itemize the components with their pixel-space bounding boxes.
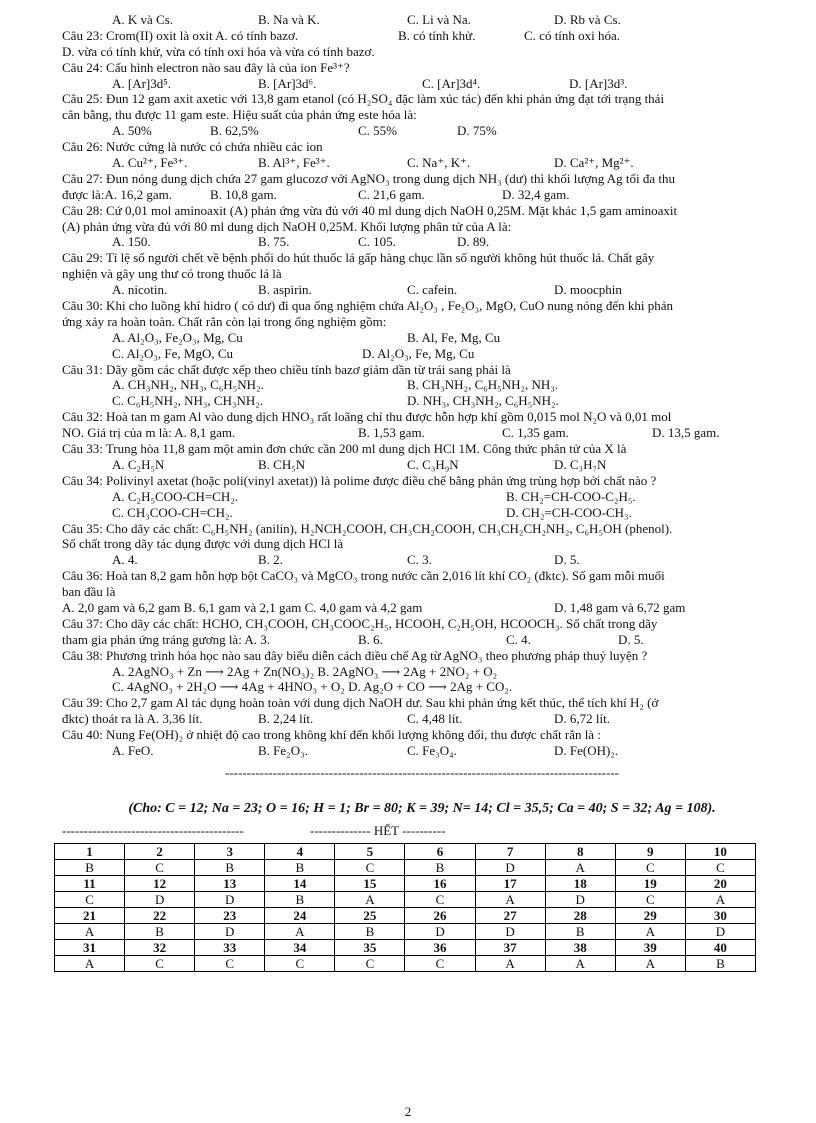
text-line [62, 282, 782, 298]
answer-key-cell: D [195, 923, 265, 939]
answer-option: C. có tính oxi hóa. [524, 27, 621, 43]
answer-option: B. có tính khử. [398, 27, 476, 43]
answer-option: C. 21,6 gam. [358, 186, 425, 202]
question-number-cell: 18 [545, 875, 615, 891]
answer-key-cell: D [685, 923, 755, 939]
line-text: Câu 23: Crom(II) oxit là oxit A. có tính bazơ. [62, 27, 299, 43]
line-text: Câu 34: Polivinyl axetat (hoặc poli(vinyl axetat)) là polime được điều chế bằng phản ứng trùng hợp bởi chất nào ? [62, 472, 657, 488]
answer-key-cell: A [55, 923, 125, 939]
line-text: Câu 36: Hoà tan 8,2 gam hỗn hợp bột CaCO₃ và MgCO₃ trong nước cần 2,016 lít khí CO₂ (đktc). Số gam mỗi muối [62, 568, 665, 584]
text-line [62, 171, 782, 187]
answer-key-cell: D [125, 891, 195, 907]
answer-option: C. Fe₃O₄. [407, 742, 457, 758]
answer-option: A. 2AgNO₃ + Zn ⟶ 2Ag + Zn(NO₃)₂ B. 2AgNO₃ ⟶ 2Ag + 2NO₂ + O₂ [112, 663, 498, 679]
question-number-cell: 12 [125, 875, 195, 891]
line-text: Câu 33: Trung hòa 11,8 gam một amin đơn chức cần 200 ml dung dịch HCl 1M. Công thức phân tử của X là [62, 441, 627, 457]
answer-option: D. C₃H₇N [554, 456, 607, 472]
answer-option: A. [Ar]3d⁵. [112, 75, 172, 91]
answer-option: D. 13,5 gam. [652, 425, 720, 441]
text-line [62, 60, 782, 76]
answer-option: A. 150. [112, 234, 151, 250]
page-number: 2 [404, 1104, 412, 1119]
answer-key-cell: C [335, 859, 405, 875]
line-text: Câu 40: Nung Fe(OH)₂ ở nhiệt độ cao trong không khí đến khối lượng không đổi, thu được chất rắn là : [62, 727, 601, 743]
answer-option: D. 32,4 gam. [502, 186, 570, 202]
text-line [62, 711, 782, 727]
answer-key-cell: B [335, 923, 405, 939]
question-number-cell: 30 [685, 907, 755, 923]
answer-option: D. 75% [457, 123, 497, 139]
question-number-cell: 32 [125, 939, 195, 955]
answer-key-cell: B [405, 859, 475, 875]
text-line [62, 155, 782, 171]
text-line [62, 346, 782, 362]
question-number-cell: 29 [615, 907, 685, 923]
text-line [62, 266, 782, 282]
question-number-cell: 27 [475, 907, 545, 923]
answer-option: C. C₃H₉N [407, 456, 459, 472]
line-text: Số chất trong dãy tác dụng được với dung dịch HCl là [62, 536, 344, 552]
answer-option: C. cafein. [407, 282, 458, 298]
text-line [62, 234, 782, 250]
text-line [62, 28, 782, 44]
answer-key-cell: B [685, 955, 755, 971]
answer-option: B. 75. [258, 234, 290, 250]
question-number-cell: 16 [405, 875, 475, 891]
text-line [62, 123, 782, 139]
answer-option: B. 2. [258, 552, 283, 568]
answer-option: B. Al, Fe, Mg, Cu [407, 329, 501, 345]
line-text: tham gia phản ứng tráng gương là: A. 3. [62, 631, 270, 647]
answer-option: A. K và Cs. [112, 12, 174, 27]
end-left-dashes: ------------------------------------------ [62, 822, 244, 838]
text-line [62, 330, 782, 346]
answer-option: D. Ca²⁺, Mg²⁺. [554, 155, 634, 171]
line-text: Câu 38: Phương trình hóa học nào sau đây biểu diễn cách điều chế Ag từ AgNO₃ theo phương pháp thuỷ luyện ? [62, 647, 648, 663]
answer-option: B. 2,24 lít. [258, 711, 314, 727]
text-line [62, 187, 782, 203]
answer-option: C. [Ar]3d⁴. [422, 75, 481, 91]
question-number-cell: 7 [475, 843, 545, 859]
line-text: Câu 27: Đun nóng dung dịch chứa 27 gam glucozơ với AgNO₃ trong dung dịch NH₃ (dư) thì khối lượng Ag tối đa thu [62, 170, 676, 186]
answer-option: A. 4. [112, 552, 138, 568]
question-number-cell: 26 [405, 907, 475, 923]
answer-option: C. Al₂O₃, Fe, MgO, Cu [112, 345, 234, 361]
question-number-cell: 19 [615, 875, 685, 891]
question-number-cell: 8 [545, 843, 615, 859]
text-line [62, 695, 782, 711]
text-line [62, 12, 782, 28]
answer-number-row [55, 875, 756, 891]
answer-key-cell: D [475, 923, 545, 939]
answer-table [54, 843, 756, 972]
answer-key-cell: B [195, 859, 265, 875]
question-number-cell: 20 [685, 875, 755, 891]
question-number-cell: 14 [265, 875, 335, 891]
answer-key-row [55, 923, 756, 939]
answer-key-cell: C [265, 955, 335, 971]
answer-option: A. C₂H₅COO-CH=CH₂. [112, 488, 239, 504]
question-number-cell: 38 [545, 939, 615, 955]
answer-key-row [55, 859, 756, 875]
answer-number-row [55, 939, 756, 955]
answer-key-cell: A [475, 891, 545, 907]
line-text: được là:A. 16,2 gam. [62, 186, 172, 202]
line-text: (A) phản ứng vừa đủ với 80 ml dung dịch NaOH 0,25M. Khối lượng phân tử của A là: [62, 218, 512, 234]
text-line [62, 521, 782, 537]
question-number-cell: 37 [475, 939, 545, 955]
answer-key-cell: A [615, 923, 685, 939]
text-line [62, 473, 782, 489]
text-line [62, 441, 782, 457]
text-line [62, 616, 782, 632]
answer-key-cell: C [685, 859, 755, 875]
question-list [62, 12, 782, 759]
text-line [62, 457, 782, 473]
text-line [62, 393, 782, 409]
answer-option: B. 6. [358, 631, 383, 647]
answer-option: B. CH₂=CH-COO-C₂H₅. [506, 488, 636, 504]
line-text: đktc) thoát ra là A. 3,36 lít. [62, 711, 203, 727]
question-number-cell: 34 [265, 939, 335, 955]
answer-key-cell: C [615, 891, 685, 907]
answer-key-cell: C [405, 955, 475, 971]
question-number-cell: 39 [615, 939, 685, 955]
text-line [62, 409, 782, 425]
question-number-cell: 2 [125, 843, 195, 859]
question-number-cell: 35 [335, 939, 405, 955]
line-text: cân bằng, thu được 11 gam este. Hiệu suất của phản ứng este hóa là: [62, 107, 417, 123]
question-number-cell: 11 [55, 875, 125, 891]
answer-option: D. Rb và Cs. [554, 12, 621, 27]
answer-option: D. 6,72 lít. [554, 711, 610, 727]
exam-page [62, 12, 782, 972]
answer-option: D. NH₃, CH₃NH₂, C₆H₅NH₂. [407, 393, 559, 409]
answer-option: D. CH₂=CH-COO-CH₃. [506, 504, 632, 520]
answer-key-cell: B [265, 891, 335, 907]
answer-option: B. 10,8 gam. [210, 186, 277, 202]
answer-key-row [55, 955, 756, 971]
answer-option: D. 5. [618, 631, 644, 647]
question-number-cell: 40 [685, 939, 755, 955]
text-line [62, 568, 782, 584]
answer-key-cell: D [545, 891, 615, 907]
question-number-cell: 15 [335, 875, 405, 891]
answer-number-row [55, 907, 756, 923]
text-line [62, 203, 782, 219]
question-number-cell: 36 [405, 939, 475, 955]
line-text: D. vừa có tính khử, vừa có tính oxi hóa và vừa có tính bazơ. [62, 43, 375, 59]
text-line [62, 314, 782, 330]
answer-key-cell: A [55, 955, 125, 971]
text-line [62, 362, 782, 378]
atomic-mass-note: (Cho: C = 12; Na = 23; O = 16; H = 1; Br = 80; K = 39; N= 14; Cl = 35,5; Ca = 40; S = 32; Ag = 108). [128, 800, 716, 816]
answer-option: B. Al³⁺, Fe³⁺. [258, 155, 330, 171]
answer-option: B. Na và K. [258, 12, 320, 27]
text-line [62, 584, 782, 600]
text-line [62, 377, 782, 393]
answer-option: C. C₆H₅NH₂, NH₃, CH₃NH₂. [112, 393, 264, 409]
question-number-cell: 6 [405, 843, 475, 859]
line-text: Câu 39: Cho 2,7 gam Al tác dụng hoàn toàn với dung dịch NaOH dư. Sau khi phản ứng kết thúc, thể tích khí H₂ (ở [62, 695, 659, 711]
separator-line: ------------------------------------------------------------------------------------------- [225, 764, 619, 780]
end-marker-row [62, 823, 782, 839]
text-line [62, 91, 782, 107]
answer-key-cell: C [335, 955, 405, 971]
answer-key-cell: B [125, 923, 195, 939]
text-line [62, 664, 782, 680]
answer-option: B. CH₃NH₂, C₆H₅NH₂, NH₃. [407, 377, 559, 393]
text-line [62, 505, 782, 521]
answer-option: C. Li và Na. [407, 12, 471, 27]
question-number-cell: 9 [615, 843, 685, 859]
answer-key-cell: C [125, 859, 195, 875]
answer-option: C. 4. [506, 631, 531, 647]
answer-option: B. 62,5% [210, 123, 259, 139]
answer-option: A. 50% [112, 123, 152, 139]
answer-option: A. Al₂O₃, Fe₂O₃, Mg, Cu [112, 329, 243, 345]
answer-key-cell: A [545, 859, 615, 875]
answer-option: C. 4,48 lít. [407, 711, 463, 727]
answer-option: A. FeO. [112, 742, 154, 758]
text-line [62, 600, 782, 616]
text-line [62, 648, 782, 664]
answer-option: A. nicotin. [112, 282, 168, 298]
question-number-cell: 22 [125, 907, 195, 923]
text-line [62, 679, 782, 695]
answer-option: C. 3. [407, 552, 432, 568]
question-number-cell: 25 [335, 907, 405, 923]
answer-option: C. Na⁺, K⁺. [407, 155, 471, 171]
answer-option: B. 1,53 gam. [358, 425, 425, 441]
text-line [62, 727, 782, 743]
answer-option: D. Fe(OH)₂. [554, 742, 619, 758]
question-number-cell: 17 [475, 875, 545, 891]
answer-key-cell: B [545, 923, 615, 939]
line-text: Câu 26: Nước cứng là nước có chứa nhiều các ion [62, 139, 323, 155]
answer-option: C. 105. [358, 234, 396, 250]
text-line [62, 44, 782, 60]
text-line [62, 139, 782, 155]
answer-option: D. [Ar]3d³. [569, 75, 628, 91]
answer-option: D. 5. [554, 552, 580, 568]
line-text: ứng xảy ra hoàn toàn. Chất rắn còn lại trong ống nghiệm gồm: [62, 313, 387, 329]
answer-option: C. CH₃COO-CH=CH₂. [112, 504, 233, 520]
answer-key-cell: C [55, 891, 125, 907]
text-line [62, 632, 782, 648]
answer-key-cell: A [265, 923, 335, 939]
line-text: Câu 29: Tỉ lệ số người chết về bệnh phổi do hút thuốc lá gấp hàng chục lần số người không hút thuốc lá. Chất gây [62, 250, 655, 266]
answer-option: A. CH₃NH₂, NH₃, C₆H₅NH₂. [112, 377, 264, 393]
answer-key-cell: B [265, 859, 335, 875]
line-text: Câu 32: Hoà tan m gam Al vào dung dịch HNO₃ rất loãng chỉ thu được hỗn hợp khí gồm 0,015 mol N₂O và 0,01 mol [62, 409, 672, 425]
text-line [62, 107, 782, 123]
answer-option: C. 1,35 gam. [502, 425, 569, 441]
text-line [62, 552, 782, 568]
question-number-cell: 13 [195, 875, 265, 891]
question-number-cell: 5 [335, 843, 405, 859]
answer-key-cell: C [405, 891, 475, 907]
answer-key-cell: A [335, 891, 405, 907]
answer-option: B. aspirin. [258, 282, 312, 298]
line-text: ban đầu là [62, 584, 116, 600]
answer-option: D. 89. [457, 234, 490, 250]
answer-option: B. [Ar]3d⁶. [258, 75, 317, 91]
answer-key-cell: B [55, 859, 125, 875]
question-number-cell: 4 [265, 843, 335, 859]
line-text: Câu 31: Dãy gồm các chất được xếp theo chiều tính bazơ giảm dần từ trái sang phải là [62, 361, 511, 377]
answer-option: D. 1,48 gam và 6,72 gam [554, 599, 686, 615]
answer-option: D. Al₂O₃, Fe, Mg, Cu [362, 345, 475, 361]
answer-key-cell: D [405, 923, 475, 939]
question-number-cell: 10 [685, 843, 755, 859]
line-text: Câu 35: Cho dãy các chất: C₆H₅NH₂ (anilin), H₂NCH₂COOH, CH₃CH₂COOH, CH₃CH₂CH₂NH₂, C₆H₅OH (phenol). [62, 520, 673, 536]
answer-option: A. Cu²⁺, Fe³⁺. [112, 155, 188, 171]
answer-option: C. 55% [358, 123, 397, 139]
question-number-cell: 28 [545, 907, 615, 923]
question-number-cell: 1 [55, 843, 125, 859]
answer-key-cell: C [125, 955, 195, 971]
answer-key-row [55, 891, 756, 907]
end-marker: -------------- HẾT ---------- [310, 822, 446, 838]
answer-key-cell: C [195, 955, 265, 971]
text-line [62, 76, 782, 92]
answer-option: B. Fe₂O₃. [258, 742, 308, 758]
line-text: Câu 24: Cấu hình electron nào sau đây là của ion Fe³⁺? [62, 59, 350, 75]
answer-option: A. C₂H₅N [112, 456, 165, 472]
answer-key-cell: A [615, 955, 685, 971]
question-number-cell: 3 [195, 843, 265, 859]
text-line [62, 425, 782, 441]
question-number-cell: 21 [55, 907, 125, 923]
line-text: NO. Giá trị của m là: A. 8,1 gam. [62, 425, 236, 441]
line-text: Câu 30: Khi cho luồng khí hidro ( có dư) đi qua ống nghiệm chứa Al₂O₃ , Fe₂O₃, MgO, CuO nung nóng đến khi phản [62, 298, 674, 314]
answer-key-cell: D [475, 859, 545, 875]
question-number-cell: 23 [195, 907, 265, 923]
line-text: Câu 25: Đun 12 gam axit axetic với 13,8 gam etanol (có H₂SO₄ đặc làm xúc tác) đến khi phản ứng đạt tới trạng thái [62, 91, 665, 107]
answer-key-cell: C [615, 859, 685, 875]
line-text: Câu 37: Cho dãy các chất: HCHO, CH₃COOH, CH₃COOC₂H₅, HCOOH, C₂H₅OH, HCOOCH₃. Số chất trong dãy [62, 615, 658, 631]
line-text: nghiện và gây ung thư có trong thuốc lá là [62, 266, 282, 282]
answer-key-cell: A [685, 891, 755, 907]
line-text: Câu 28: Cứ 0,01 mol aminoaxit (A) phản ứng vừa đủ với 40 ml dung dịch NaOH 0,25M. Mặt khác 1,5 gam aminoaxit [62, 202, 678, 218]
question-number-cell: 24 [265, 907, 335, 923]
answer-key-cell: A [475, 955, 545, 971]
answer-number-row [55, 843, 756, 859]
answer-option: C. 4AgNO₃ + 2H₂O ⟶ 4Ag + 4HNO₃ + O₂ D. Ag₂O + CO ⟶ 2Ag + CO₂. [112, 679, 513, 695]
question-number-cell: 31 [55, 939, 125, 955]
line-text: A. 2,0 gam và 6,2 gam B. 6,1 gam và 2,1 gam C. 4,0 gam và 4,2 gam [62, 599, 423, 615]
text-line [62, 743, 782, 759]
text-line [62, 250, 782, 266]
text-line [62, 298, 782, 314]
answer-option: B. CH₅N [258, 456, 306, 472]
text-line [62, 489, 782, 505]
question-number-cell: 33 [195, 939, 265, 955]
text-line [62, 536, 782, 552]
answer-key-cell: D [195, 891, 265, 907]
answer-key-cell: A [545, 955, 615, 971]
answer-option: D. moocphin [554, 282, 622, 298]
text-line [62, 219, 782, 235]
